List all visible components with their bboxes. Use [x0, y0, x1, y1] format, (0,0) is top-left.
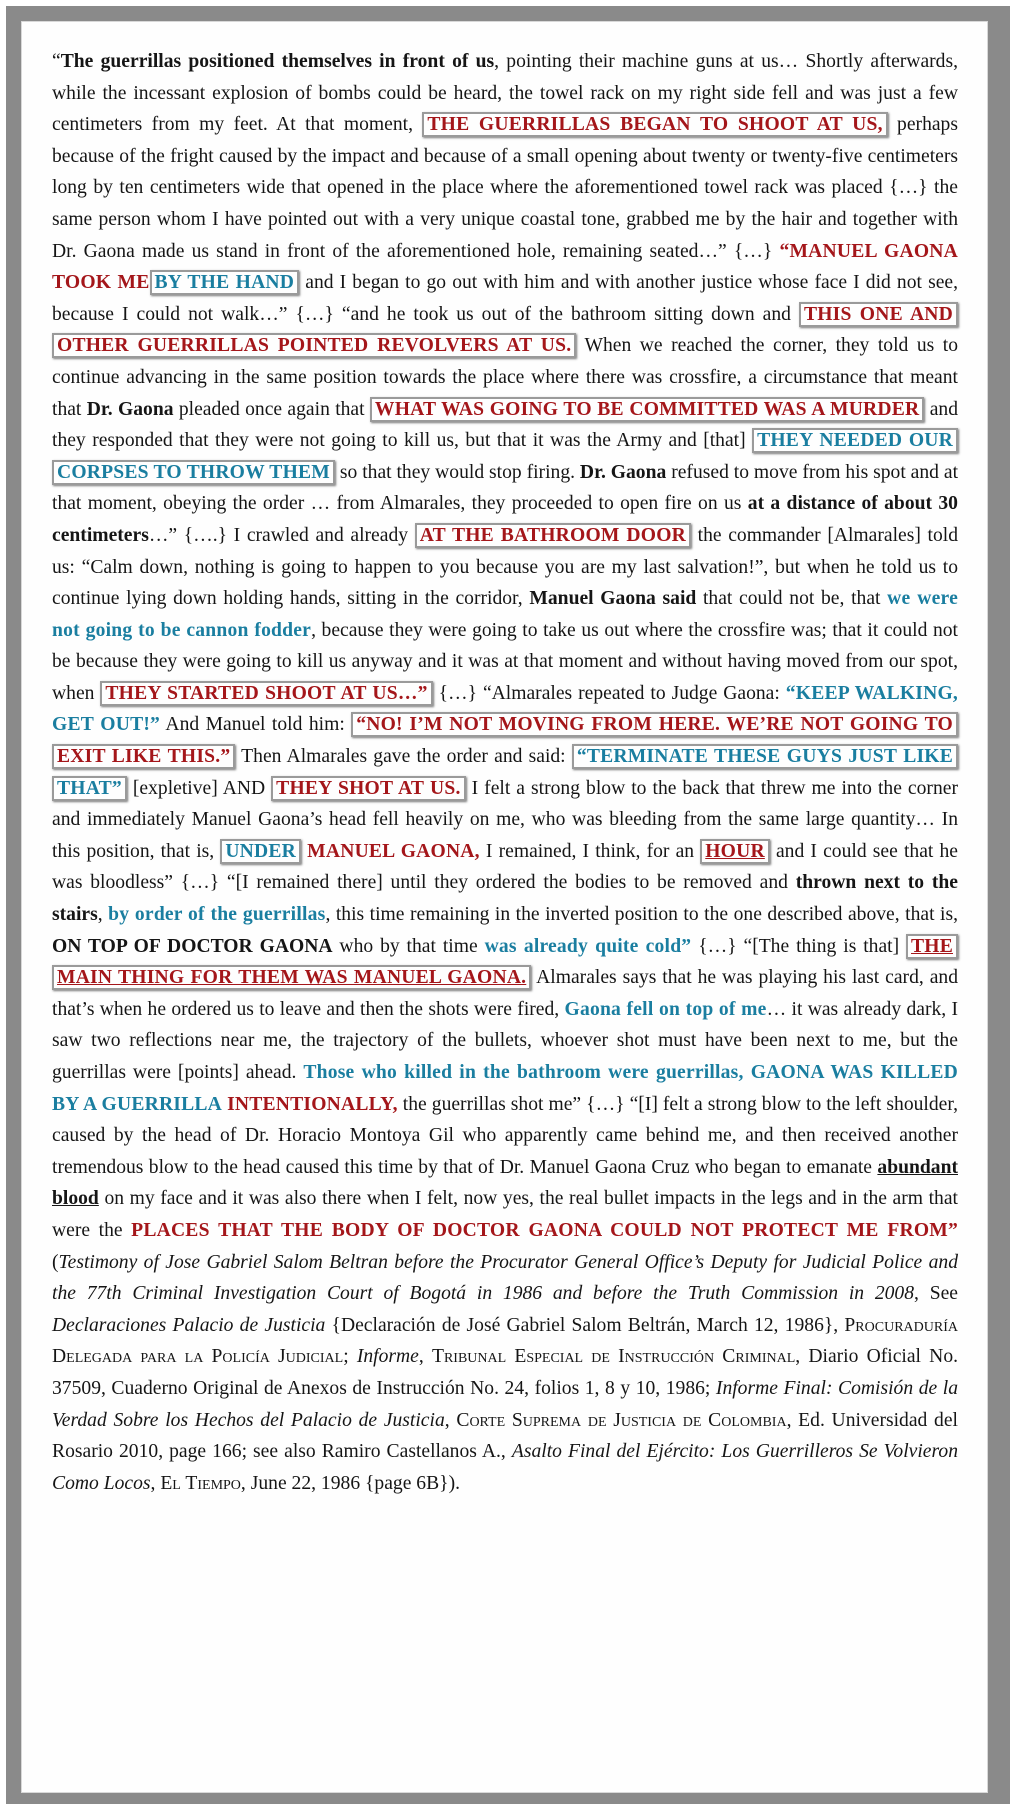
boxed-highlight: THIS ONE AND OTHER GUERRILLAS POINTED REVOLVERS AT US.	[52, 302, 958, 359]
text-run: the commander [Almarales] told us: “Calm down, nothing is going to happen to you because you are my last salvation!”, but when he told us to continue lying down holding hands, sitting in the corridor,	[52, 524, 958, 610]
text-run: , Ed. Universidad del Rosario 2010, page 166; see also Ramiro Castellanos A.,	[52, 1409, 958, 1463]
text-run: so that they would stop firing.	[334, 461, 580, 483]
citation-italic: Declaraciones Palacio de Justicia	[52, 1314, 326, 1336]
underlined-bold-phrase: abundant blood	[52, 1156, 958, 1210]
text-run: Almarales says that he was playing his last card, and that’s when he ordered us to leave and then the shots were fired,	[52, 967, 958, 1020]
text-run: on my face and it was also there when I felt, now yes, the real bullet impacts in the legs and in the arm that were the	[52, 1188, 958, 1241]
text-run: , Diario Oficial No. 37509, Cuaderno Original de Anexos de Instrucción No. 24, folios 1, 8 y 10, 1986;	[52, 1346, 959, 1399]
boxed-highlight: THEY STARTED SHOOT AT US…”	[100, 681, 432, 706]
teal-highlight: was already quite cold”	[484, 935, 692, 957]
text-run: [expletive] AND	[126, 777, 272, 799]
bold-phrase: Dr. Gaona	[86, 398, 174, 420]
bold-phrase: thrown next to the stairs	[52, 872, 958, 926]
text-run: When we reached the corner, they told us to continue advancing in the same position towards the place where there was crossfire, a circumstance that meant that	[52, 335, 958, 420]
boxed-highlight: WHAT WAS GOING TO BE COMMITTED WAS A MURDER	[370, 397, 924, 422]
text-run: {Declaración de José Gabriel Salom Beltrán, March 12, 1986},	[325, 1314, 845, 1336]
text-run: I remained, I think, for an	[479, 840, 701, 862]
teal-highlight: Gaona fell on top of me	[564, 998, 767, 1020]
bold-phrase: at a distance of about 30 centimeters	[52, 493, 958, 546]
text-run: , because they were going to take us out where the crossfire was; that it could not be because they were going to kill us anyway and it was at that moment and without having moved from our spot, when	[52, 619, 959, 704]
boxed-highlight: “NO! I’M NOT MOVING FROM HERE. WE’RE NOT GOING TO EXIT LIKE THIS.”	[52, 712, 958, 769]
document-page	[21, 21, 988, 1793]
text-run: “	[52, 51, 61, 72]
red-highlight: MANUEL GAONA,	[307, 840, 480, 862]
text-run: ;	[343, 1346, 357, 1368]
citation-smallcaps: Tribunal Especial de Instrucción Criminal	[431, 1346, 796, 1368]
citation-smallcaps: Procuraduría Delegada para la Policía Judicial	[52, 1314, 958, 1368]
text-run: and they responded that they were not going to kill us, but that it was the Army and [that]	[52, 398, 958, 452]
citation-italic: Asalto Final del Ejército: Los Guerrilleros Se Volvieron Como Locos	[52, 1441, 958, 1494]
red-highlight: INTENTIONALLY,	[227, 1093, 398, 1115]
boxed-teal-highlight: BY THE HAND	[150, 270, 300, 295]
red-highlight: PLACES THAT THE BODY OF DOCTOR GAONA COULD NOT PROTECT ME FROM”	[131, 1219, 958, 1241]
text-run: pleaded once again that	[173, 398, 370, 420]
boxed-highlight: AT THE BATHROOM DOOR	[415, 523, 691, 548]
text-run: that could not be, that	[696, 588, 888, 610]
citation-smallcaps: El Tiempo	[160, 1472, 241, 1494]
text-run: ,	[418, 1346, 432, 1368]
red-highlight: “MANUEL GAONA TOOK ME	[52, 240, 958, 294]
text-run: I felt a strong blow to the back that threw me into the corner and immediately Manuel Gaona’s head fell heavily on me, who was bleeding from the same large quantity… In this position, that is,	[52, 777, 958, 862]
text-run: , See	[914, 1283, 959, 1305]
bold-phrase: The guerrillas positioned themselves in front of us	[60, 51, 495, 72]
text-run: and I began to go out with him and with another justice whose face I did not see, because I could not walk…” {…} “and he took us out of the bathroom sitting down and	[52, 272, 958, 325]
text-run: , June 22, 1986 {page 6B}).	[240, 1472, 460, 1494]
boxed-highlight: THEY SHOT AT US.	[271, 776, 465, 801]
text-run: {…} “[The thing is that]	[691, 935, 907, 957]
citation-italic: Informe Final: Comisión de la Verdad Sobre los Hechos del Palacio de Justicia	[52, 1377, 958, 1431]
teal-highlight: “KEEP WALKING, GET OUT!”	[52, 682, 959, 736]
bold-phrase: ON TOP OF DOCTOR GAONA	[52, 935, 333, 957]
text-run: , this time remaining in the inverted position to the one described above, that is,	[325, 904, 959, 926]
teal-highlight: we were not going to be cannon fodder	[52, 588, 958, 641]
boxed-underlined-highlight: THE MAIN THING FOR THEM WAS MANUEL GAONA.	[52, 934, 958, 991]
citation-italic: Informe	[356, 1346, 419, 1368]
text-run: (	[52, 1251, 59, 1273]
text-run: who by that time	[332, 935, 485, 957]
text-run: and I could see that he was bloodless” {…} “[I remained there] until they ordered the bodies to be removed and	[52, 840, 959, 894]
boxed-highlight: THE GUERRILLAS BEGAN TO SHOOT AT US,	[422, 112, 887, 137]
text-run: refused to move from his spot and at that moment, obeying the order … from Almarales, they proceeded to open fire on us	[52, 461, 959, 515]
text-run: perhaps because of the fright caused by the impact and because of a small opening about twenty or twenty-five centimeters long by ten centimeters wide that opened in the place where the aforementioned towel rack was placed {…} the same person whom I have pointed out with a very unique coastal tone, grabbed me by the hair and together with Dr. Gaona made us stand in front of the aforementioned hole, remaining seated…” {…}	[52, 114, 958, 262]
testimony-paragraph	[52, 46, 958, 1499]
text-run: …” {….} I crawled and already	[148, 524, 415, 546]
boxed-teal-highlight: “TERMINATE THESE GUYS JUST LIKE THAT”	[52, 744, 958, 801]
text-run: Then Almarales gave the order and said:	[235, 746, 572, 768]
teal-highlight: by order of the guerrillas	[108, 904, 326, 926]
page-frame	[6, 6, 1010, 1804]
text-run: ,	[150, 1472, 161, 1494]
boxed-teal-highlight: UNDER	[220, 839, 301, 864]
text-run: the guerrillas shot me” {…} “[I] felt a strong blow to the left shoulder, caused by the head of Dr. Horacio Montoya Gil who apparently came behind me, and then received another tremendous blow to the head caused this time by that of Dr. Manuel Gaona Cruz who began to emanate	[52, 1093, 959, 1178]
citation-italic: Testimony of Jose Gabriel Salom Beltran before the Procurator General Office’s Deputy for Judicial Police and the 77th Criminal Investigation Court of Bogotá in 1986 and before the Truth Commission in 2008	[52, 1251, 958, 1305]
text-run: , pointing their machine guns at us… Shortly afterwards, while the incessant explosion of bombs could be heard, the towel rack on my right side fell and was just a few centimeters from my feet. At that moment,	[52, 51, 958, 136]
bold-phrase: Dr. Gaona	[579, 461, 667, 483]
text-run: … it was already dark, I saw two reflections near me, the trajectory of the bullets, whoever shot must have been next to me, but the guerrillas were [points] ahead.	[52, 998, 959, 1083]
citation-smallcaps: Corte Suprema de Justicia de Colombia	[456, 1409, 787, 1431]
boxed-underlined-highlight: HOUR	[700, 839, 770, 864]
text-run: {…} “Almarales repeated to Judge Gaona:	[432, 682, 786, 704]
text-run: And Manuel told him:	[160, 714, 352, 736]
boxed-teal-highlight: THEY NEEDED OUR CORPSES TO THROW THEM	[52, 428, 958, 485]
text-run: ,	[444, 1409, 457, 1431]
text-run: ,	[97, 904, 109, 926]
bold-phrase: Manuel Gaona said	[529, 588, 697, 610]
teal-highlight: Those who killed in the bathroom were guerrillas, GAONA WAS KILLED BY A GUERRILLA	[52, 1062, 958, 1115]
